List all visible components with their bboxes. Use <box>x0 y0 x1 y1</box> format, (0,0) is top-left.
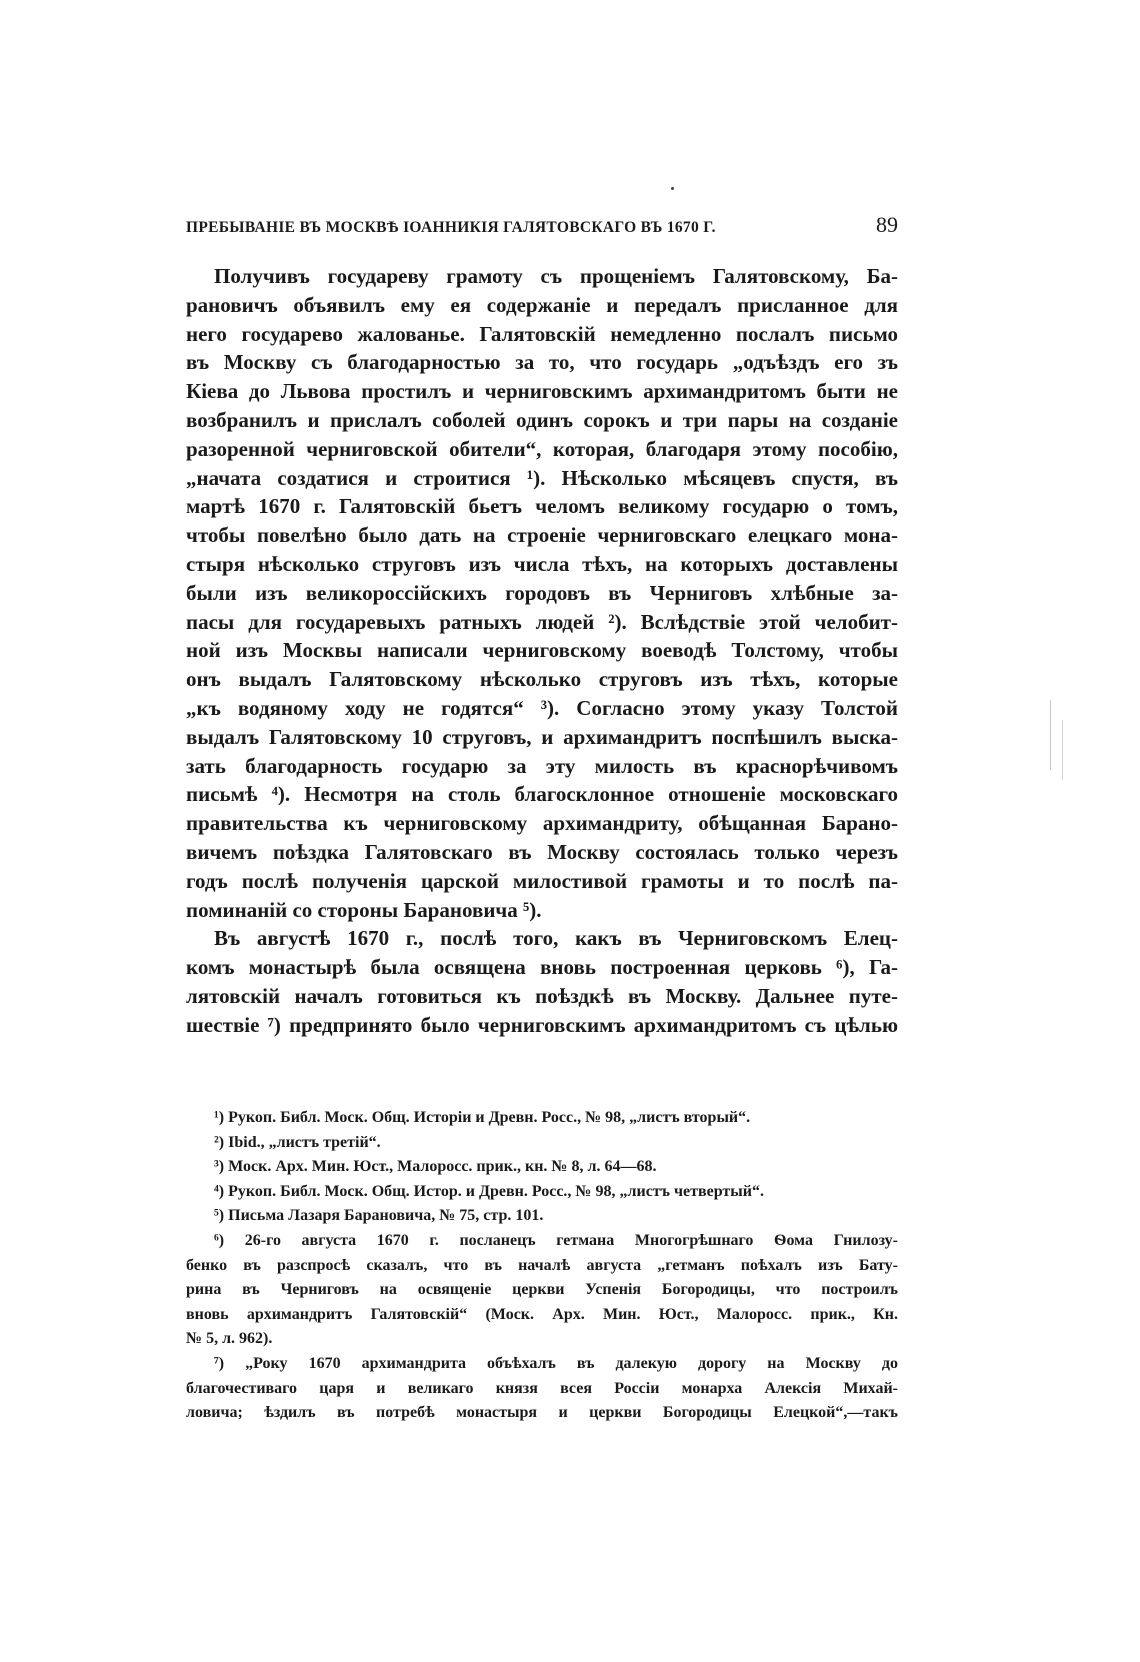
footnote-line: ⁴) Рукоп. Библ. Моск. Общ. Истор. и Древн. Росс., № 98, „листъ четвертый“. <box>214 1182 764 1200</box>
footnote-line: ¹) Рукоп. Библ. Моск. Общ. Исторіи и Древн. Росс., № 98, „листъ вторый“. <box>214 1109 751 1126</box>
footnote-line: вновь архимандритъ Галятовскій“ (Моск. Арх. Мин. Юст., Малоросс. прик., Кн. <box>186 1305 898 1323</box>
text-line: онъ выдалъ Галятовскому нѣсколько струговъ изъ тѣхъ, которые <box>186 667 898 692</box>
running-head <box>186 212 898 242</box>
text-line: зать благодарность государю за эту милость въ краснорѣчивомъ <box>186 753 898 778</box>
text-line: въ Москву съ благодарностью за то, что государь „одъѣздъ его зъ <box>186 350 898 375</box>
text-line: ной изъ Москвы написали черниговскому воеводѣ Толстому, чтобы <box>186 638 898 663</box>
text-line: возбранилъ и прислалъ соболей одинъ сорокъ и три пары на созданіе <box>186 407 898 432</box>
text-line: годъ послѣ полученія царской милостивой грамоты и то послѣ па- <box>186 868 898 893</box>
text-line: него государево жалованье. Галятовскій немедленно послалъ письмо <box>186 321 898 346</box>
body-text <box>186 262 898 1040</box>
text-line: Въ августѣ 1670 г., послѣ того, какъ въ Черниговскомъ Елец- <box>214 926 898 951</box>
text-line: „къ водяному ходу не годятся“ ³). Согласно этому указу Толстой <box>186 695 898 720</box>
scan-speck <box>671 187 674 190</box>
footnote-line: благочестиваго царя и великаго князя всея Россіи монарха Алексія Михай- <box>186 1379 898 1397</box>
page-number: 89 <box>876 212 898 237</box>
text-line: рановичъ объявилъ ему ея содержаніе и передалъ присланное для <box>186 292 898 317</box>
footnote-line: ловича; ѣздилъ въ потребѣ монастыря и церкви Богородицы Елецкой“,—такъ <box>186 1404 898 1422</box>
text-line: разоренной черниговской обители“, которая, благодаря этому пособію, <box>186 436 898 461</box>
text-line: мартѣ 1670 г. Галятовскій бьетъ челомъ великому государю о томъ, <box>186 494 898 519</box>
text-line: вичемъ поѣздка Галятовскаго въ Москву состоялась только черезъ <box>186 839 898 864</box>
footnote-line: № 5, л. 962). <box>186 1330 273 1348</box>
running-title: ПРЕБЫВАНІЕ ВЪ МОСКВѢ ІОАННИКІЯ ГАЛЯТОВСКАГО ВЪ 1670 Г. <box>186 219 716 236</box>
text-line: были изъ великороссійскихъ городовъ въ Черниговъ хлѣбные за- <box>186 580 898 605</box>
footnote-line: ²) Ibid., „листъ третій“. <box>214 1133 381 1151</box>
text-line: стыря нѣсколько струговъ изъ числа тѣхъ, на которыхъ доставлены <box>186 551 898 576</box>
text-line: комъ монастырѣ была освящена вновь построенная церковь ⁶), Га- <box>186 955 898 980</box>
text-line: „начата создатися и строитися ¹). Нѣсколько мѣсяцевъ спустя, въ <box>186 465 898 490</box>
text-line: шествіе ⁷) предпринято было черниговскимъ архимандритомъ съ цѣлью <box>186 1012 898 1037</box>
text-line: Кіева до Львова простилъ и черниговскимъ архимандритомъ быти не <box>186 379 898 404</box>
scan-artifact-line <box>1062 720 1063 780</box>
footnotes <box>186 1106 898 1426</box>
footnote-line: ⁵) Письма Лазаря Барановича, № 75, стр. 101. <box>214 1207 544 1225</box>
footnote-line: ⁶) 26-го августа 1670 г. посланецъ гетмана Многогрѣшнаго Ѳома Гнилозу- <box>214 1231 898 1249</box>
footnote-line: ³) Моск. Арх. Мин. Юст., Малоросс. прик., кн. № 8, л. 64—68. <box>214 1158 657 1176</box>
text-line: Получивъ государеву грамоту съ прощеніемъ Галятовскому, Ба- <box>214 264 898 288</box>
footnote-line: бенко въ разспросѣ сказалъ, что въ началѣ августа „гетманъ поѣхалъ изъ Бату- <box>186 1256 898 1274</box>
scan-artifact-line <box>1050 700 1051 770</box>
text-line: выдалъ Галятовскому 10 струговъ, и архимандритъ поспѣшилъ выска- <box>186 724 898 749</box>
text-line: письмѣ ⁴). Несмотря на столь благосклонное отношеніе московскаго <box>186 782 898 807</box>
text-line: чтобы повелѣно было дать на строеніе черниговскаго елецкаго мона- <box>186 523 898 548</box>
text-line: поминаній со стороны Барановича ⁵). <box>186 897 542 922</box>
footnote-line: рина въ Черниговъ на освященіе церкви Успенія Богородицы, что построилъ <box>186 1281 898 1299</box>
text-line: пасы для государевыхъ ратныхъ людей ²). Вслѣдствіе этой челобит- <box>186 609 898 634</box>
text-line: лятовскій началъ готовиться къ поѣздкѣ въ Москву. Дальнее путе- <box>186 983 898 1008</box>
text-line: правительства къ черниговскому архимандриту, обѣщанная Барано- <box>186 811 898 836</box>
footnote-line: ⁷) „Року 1670 архимандрита объѣхалъ въ далекую дорогу на Москву до <box>214 1354 898 1372</box>
